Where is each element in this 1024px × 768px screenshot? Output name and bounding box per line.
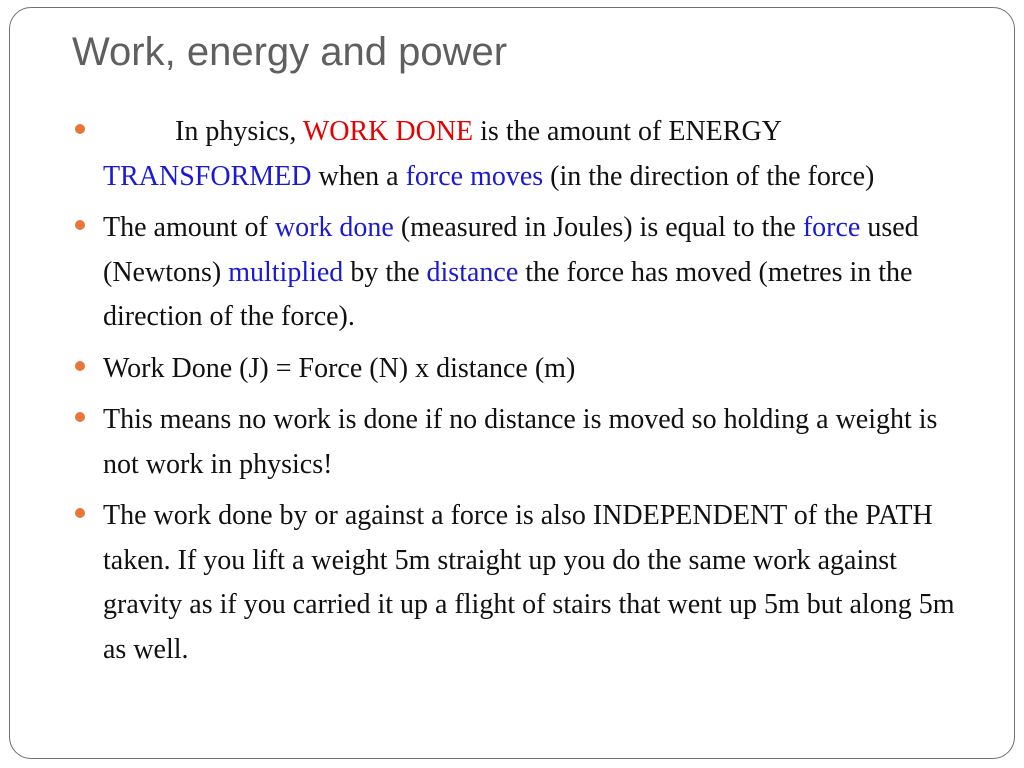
bullet-item [72,347,972,392]
bullet-1-text-6: force moves [405,160,544,192]
bullet-list [72,110,972,679]
bullet-2-text-2: work done [274,212,394,243]
bullet-dot-icon [75,412,85,422]
bullet-1-text-5: when a [311,160,406,192]
bullet-2-text-4: force [802,212,861,243]
bullet-2-text-5: used (Newtons) [103,212,919,288]
bullet-1-text-3: is the amount of ENERGY [473,116,781,147]
bullet-1-text-2: WORK DONE [302,116,474,147]
bullet-dot-icon [75,361,85,371]
bullet-item [72,110,972,199]
bullet-3-text-1: Work Done (J) = Force (N) x distance (m) [103,352,576,384]
bullet-dot-icon [75,508,85,518]
bullet-2-text-9: the force has moved (metres in the direction of the force). [103,256,913,332]
bullet-2-text-7: by the [343,256,427,288]
bullet-2-text-3: (measured in Joules) is equal to the [393,212,803,243]
bullet-dot-icon [75,124,85,134]
bullet-2-text-1: The amount of [103,212,275,243]
bullet-5-text-1: The work done by or against a force is also INDEPENDENT of the PATH taken. If you lift a weight 5m straight up you do the same work against gravity as if you carried it up a flight of stairs that went up 5m but along 5m as well. [103,500,955,665]
bullet-2-text-6: multiplied [228,256,344,288]
bullet-1-text-1: In physics, [175,116,303,147]
bullet-2-text-8: distance [426,256,519,288]
bullet-1-text-7: (in the direction of the force) [543,160,875,192]
bullet-dot-icon [75,220,85,230]
bullet-item [72,494,972,672]
bullet-item [72,206,972,340]
slide-frame [9,7,1015,759]
bullet-1-text-4: TRANSFORMED [103,160,312,192]
slide-title: Work, energy and power [72,30,508,74]
bullet-4-text-1: This means no work is done if no distance is moved so holding a weight is not work in physics! [103,404,938,480]
bullet-item [72,398,972,487]
